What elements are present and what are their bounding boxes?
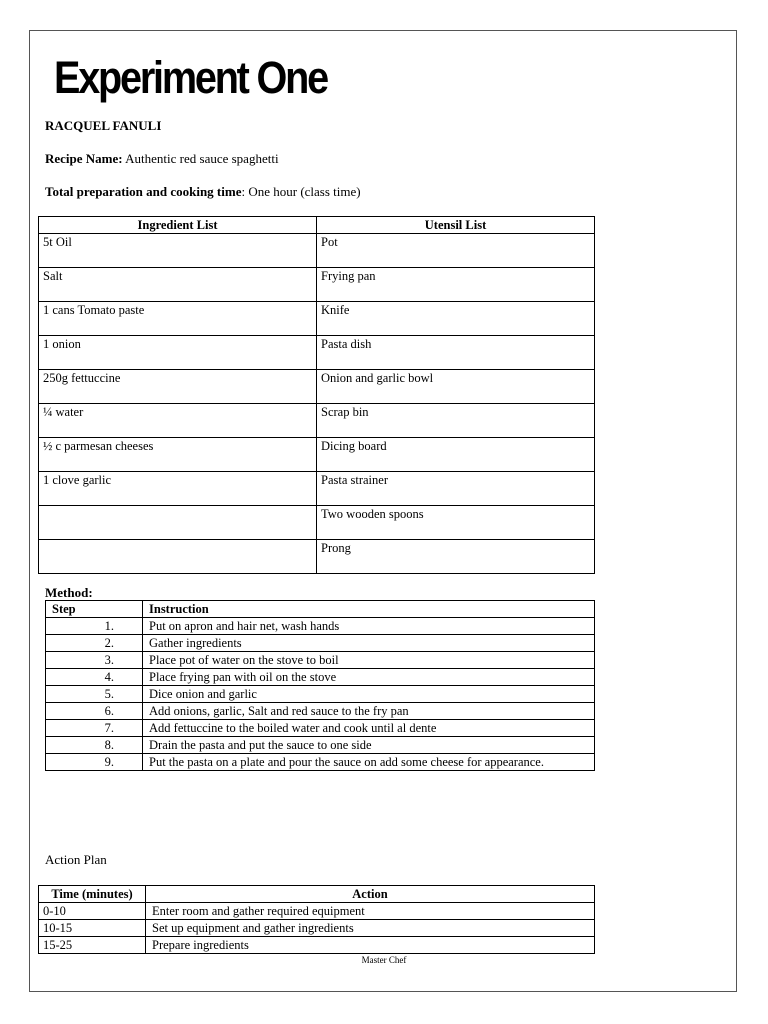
utensil-cell: Dicing board: [317, 438, 595, 472]
action-plan-heading: Action Plan: [45, 852, 107, 867]
table-row: [46, 686, 595, 703]
table-row: [39, 506, 595, 540]
action-cell: Enter room and gather required equipment: [146, 903, 595, 920]
instruction-cell: Place frying pan with oil on the stove: [143, 669, 595, 686]
total-time-value: : One hour (class time): [241, 184, 361, 199]
table-row: [39, 438, 595, 472]
table-header-row: [39, 886, 595, 903]
ingredient-utensil-table: [38, 216, 595, 574]
step-number-cell: 8.: [46, 737, 143, 754]
table-row: [39, 268, 595, 302]
table-row: [39, 302, 595, 336]
action-cell: Set up equipment and gather ingredients: [146, 920, 595, 937]
table-row: [46, 635, 595, 652]
table-row: [46, 618, 595, 635]
time-cell: 10-15: [39, 920, 146, 937]
time-header: Time (minutes): [39, 886, 146, 903]
utensil-cell: Pot: [317, 234, 595, 268]
ingredient-cell: ½ c parmesan cheeses: [39, 438, 317, 472]
step-number-cell: 5.: [46, 686, 143, 703]
table-row: [39, 404, 595, 438]
utensil-cell: Two wooden spoons: [317, 506, 595, 540]
action-header: Action: [146, 886, 595, 903]
ingredient-cell: [39, 540, 317, 574]
utensil-cell: Knife: [317, 302, 595, 336]
table-row: [39, 472, 595, 506]
ingredient-cell: Salt: [39, 268, 317, 302]
table-row: [39, 937, 595, 954]
ingredient-cell: 5t Oil: [39, 234, 317, 268]
ingredient-cell: ¼ water: [39, 404, 317, 438]
step-number-cell: 1.: [46, 618, 143, 635]
step-number-cell: 3.: [46, 652, 143, 669]
table-row: [39, 540, 595, 574]
ingredient-cell: 1 cans Tomato paste: [39, 302, 317, 336]
table-row: [46, 720, 595, 737]
step-number-cell: 2.: [46, 635, 143, 652]
ingredient-cell: 250g fettuccine: [39, 370, 317, 404]
ingredient-list-header: Ingredient List: [39, 217, 317, 234]
step-number-cell: 4.: [46, 669, 143, 686]
instruction-cell: Add fettuccine to the boiled water and cook until al dente: [143, 720, 595, 737]
instruction-header: Instruction: [143, 601, 595, 618]
table-row: [39, 903, 595, 920]
instruction-cell: Put on apron and hair net, wash hands: [143, 618, 595, 635]
recipe-name-label: Recipe Name:: [45, 151, 123, 166]
table-header-row: [39, 217, 595, 234]
instruction-cell: Drain the pasta and put the sauce to one side: [143, 737, 595, 754]
utensil-list-header: Utensil List: [317, 217, 595, 234]
ingredient-cell: 1 clove garlic: [39, 472, 317, 506]
page-footer: Master Chef: [361, 955, 407, 965]
page-title: Experiment One: [54, 52, 327, 103]
table-row: [46, 737, 595, 754]
instruction-cell: Put the pasta on a plate and pour the sauce on add some cheese for appearance.: [143, 754, 595, 771]
utensil-cell: Pasta strainer: [317, 472, 595, 506]
time-cell: 15-25: [39, 937, 146, 954]
instruction-cell: Gather ingredients: [143, 635, 595, 652]
step-header: Step: [46, 601, 143, 618]
time-cell: 0-10: [39, 903, 146, 920]
ingredient-cell: [39, 506, 317, 540]
total-time-line: [45, 184, 361, 200]
table-row: [46, 703, 595, 720]
instruction-cell: Place pot of water on the stove to boil: [143, 652, 595, 669]
step-number-cell: 7.: [46, 720, 143, 737]
action-plan-table: [38, 885, 595, 954]
step-number-cell: 9.: [46, 754, 143, 771]
utensil-cell: Pasta dish: [317, 336, 595, 370]
utensil-cell: Scrap bin: [317, 404, 595, 438]
step-number-cell: 6.: [46, 703, 143, 720]
total-time-label: Total preparation and cooking time: [45, 184, 242, 199]
action-cell: Prepare ingredients: [146, 937, 595, 954]
table-row: [46, 652, 595, 669]
table-row: [39, 920, 595, 937]
table-row: [46, 754, 595, 771]
method-table: [45, 600, 595, 771]
utensil-cell: Onion and garlic bowl: [317, 370, 595, 404]
table-row: [39, 336, 595, 370]
author-name: RACQUEL FANULI: [45, 118, 162, 133]
method-heading: Method:: [45, 585, 93, 600]
utensil-cell: Frying pan: [317, 268, 595, 302]
table-row: [46, 669, 595, 686]
utensil-cell: Prong: [317, 540, 595, 574]
instruction-cell: Dice onion and garlic: [143, 686, 595, 703]
table-row: [39, 234, 595, 268]
table-row: [39, 370, 595, 404]
recipe-name-line: [45, 151, 279, 167]
ingredient-cell: 1 onion: [39, 336, 317, 370]
recipe-name-value: Authentic red sauce spaghetti: [122, 151, 279, 166]
instruction-cell: Add onions, garlic, Salt and red sauce to the fry pan: [143, 703, 595, 720]
table-header-row: [46, 601, 595, 618]
